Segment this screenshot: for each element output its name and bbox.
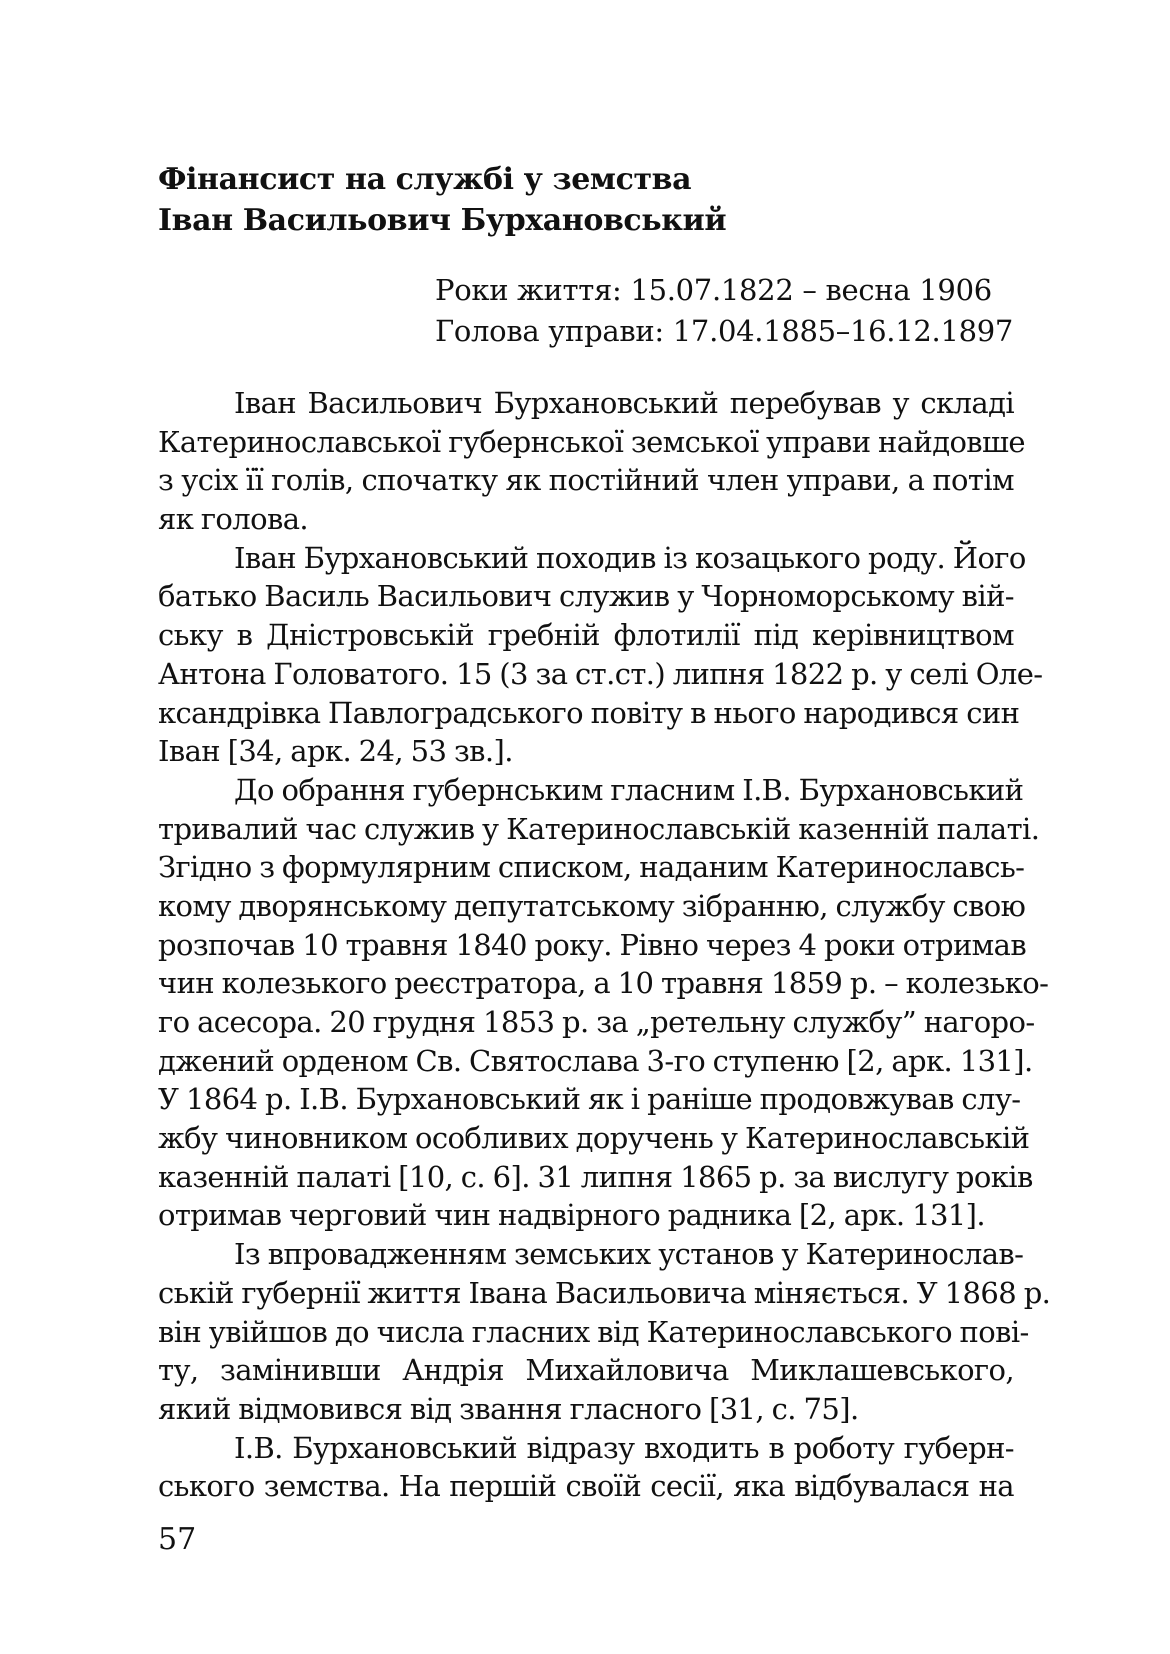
- paragraph-line: Іван Васильович Бурхановський перебував у складі: [234, 386, 1014, 420]
- paragraph-line: з усіх її голів, спочатку як постійний член управи, а потім: [158, 463, 1014, 498]
- head-of-board-years: Голова управи: 17.04.1885–16.12.1897: [435, 314, 1014, 348]
- paragraph-line: І.В. Бурхановський відразу входить в роботу губерн-: [234, 1430, 1014, 1465]
- paragraph-line: отримав черговий чин надвірного радника [2, арк. 131].: [158, 1198, 985, 1233]
- biography-meta: [435, 270, 1015, 352]
- paragraph-line: Із впровадженням земських установ у Катеринослав-: [234, 1237, 1024, 1272]
- page-number: 57: [158, 1522, 197, 1557]
- chapter-title-line-1: Фінансист на службі у земства: [158, 162, 692, 197]
- paragraph-line: Іван Бурхановський походив із козацького роду. Його: [234, 540, 1026, 575]
- body-text: [158, 384, 1051, 1506]
- paragraph-line: ській губернії життя Івана Васильовича міняється. У 1868 р.: [158, 1275, 1051, 1310]
- paragraph-line: чин колезького реєстратора, а 10 травня 1859 р. – колезько-: [158, 966, 1049, 1001]
- paragraph-line: Антона Головатого. 15 (3 за ст.ст.) липня 1822 р. у селі Оле-: [158, 656, 1043, 691]
- paragraph-line: Катеринославської губернської земської управи найдовше: [158, 424, 1025, 459]
- paragraph-line: жбу чиновником особливих доручень у Катеринославській: [158, 1121, 1030, 1156]
- paragraph-line: ського земства. На першій своїй сесії, яка відбувалася на: [158, 1469, 1014, 1504]
- paragraph-line: який відмовився від звання гласного [31, с. 75].: [158, 1391, 859, 1426]
- chapter-title: [158, 159, 1018, 241]
- paragraph-line: як голова.: [158, 502, 309, 537]
- paragraph-line: Згідно з формулярним списком, наданим Катеринославсь-: [158, 850, 1025, 885]
- life-years: Роки життя: 15.07.1822 – весна 1906: [435, 273, 992, 307]
- paragraph-line: кому дворянському депутатському зібранню, службу свою: [158, 888, 1026, 923]
- paragraph-line: казенній палаті [10, с. 6]. 31 липня 1865 р. за вислугу років: [158, 1159, 1033, 1194]
- paragraph-line: тривалий час служив у Катеринославській казенній палаті.: [158, 811, 1040, 846]
- paragraph-line: він увійшов до числа гласних від Катеринославського пові-: [158, 1314, 1029, 1349]
- paragraph-line: батько Василь Васильович служив у Чорноморському вій-: [158, 579, 1014, 614]
- chapter-title-line-2: Іван Васильович Бурхановський: [158, 203, 727, 238]
- paragraph-line: розпочав 10 травня 1840 року. Рівно через 4 роки отримав: [158, 927, 1027, 962]
- paragraph-line: ту, замінивши Андрія Михайловича Миклашевського,: [158, 1353, 1014, 1388]
- paragraph-line: У 1864 р. І.В. Бурхановський як і раніше продовжував слу-: [158, 1082, 1021, 1117]
- paragraph-line: джений орденом Св. Святослава 3-го ступеню [2, арк. 131].: [158, 1043, 1033, 1078]
- paragraph-line: ксандрівка Павлоградського повіту в нього народився син: [158, 695, 1020, 730]
- paragraph-line: ську в Дністровській гребній флотилії під керівництвом: [158, 618, 1014, 653]
- paragraph-line: го асесора. 20 грудня 1853 р. за „ретельну службу” нагоро-: [158, 1005, 1035, 1039]
- paragraph-line: До обрання губернським гласним І.В. Бурхановський: [234, 772, 1024, 807]
- paragraph-line: Іван [34, арк. 24, 53 зв.].: [158, 734, 513, 769]
